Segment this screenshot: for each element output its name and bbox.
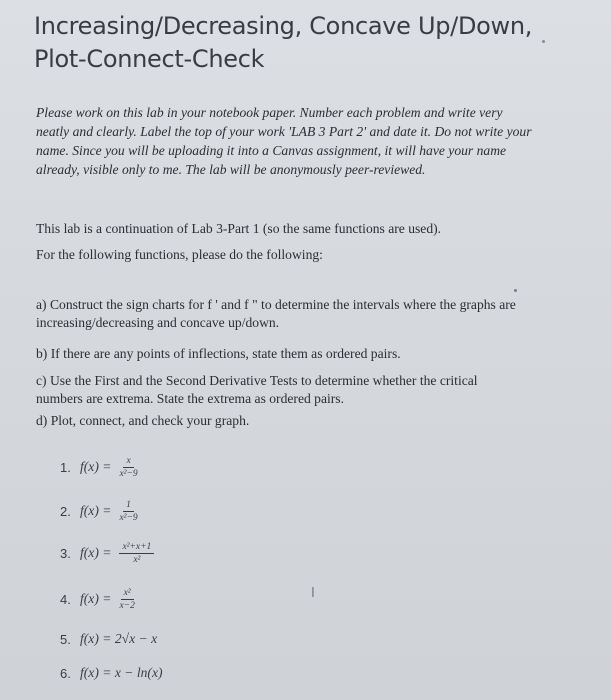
title-line-1: Increasing/Decreasing, Concave Up/Down, xyxy=(34,12,533,40)
task-b-text: b) If there are any points of inflections, state them as ordered pairs. xyxy=(36,346,401,361)
instruction-text: For the following functions, please do the following: xyxy=(36,247,323,262)
function-5 xyxy=(60,624,157,654)
intro-line-4: already, visible only to me. The lab will be anonymously peer-reviewed. xyxy=(36,162,426,177)
function-number: 1. xyxy=(60,459,71,475)
text-cursor-icon: I xyxy=(311,586,315,601)
task-a xyxy=(36,296,606,332)
task-b xyxy=(36,345,606,363)
task-c-line-2: numbers are extrema. State the extrema as ordered pairs. xyxy=(36,391,344,406)
intro-line-2: neatly and clearly. Label the top of your work 'LAB 3 Part 2' and date it. Do not write your xyxy=(36,124,532,139)
function-lhs: f(x) = xyxy=(80,591,112,606)
function-expression: f(x) = 2√x − x xyxy=(80,631,158,646)
function-lhs: f(x) = xyxy=(80,503,112,518)
fraction-numerator: 1 xyxy=(123,500,134,512)
fraction-denominator: x²−9 xyxy=(119,512,138,523)
task-a-line-2: increasing/decreasing and concave up/down. xyxy=(36,315,280,330)
function-2 xyxy=(60,496,138,526)
function-4 xyxy=(60,584,135,614)
fraction xyxy=(119,456,137,479)
function-6 xyxy=(60,658,163,688)
fraction-numerator: x xyxy=(123,456,133,468)
function-3 xyxy=(60,538,154,568)
speck-mark xyxy=(514,289,517,292)
task-c-line-1: c) Use the First and the Second Derivative Tests to determine whether the critical xyxy=(36,373,478,388)
fraction-denominator: x−2 xyxy=(119,600,135,611)
task-c xyxy=(36,372,606,408)
continuation-note: This lab is a continuation of Lab 3-Part 1 (so the same functions are used). xyxy=(36,221,442,236)
function-number: 5. xyxy=(60,631,71,647)
intro-line-3: name. Since you will be uploading it into a Canvas assignment, it will have your name xyxy=(36,143,507,158)
function-number: 6. xyxy=(60,665,71,681)
function-1 xyxy=(60,452,138,482)
page-title xyxy=(34,10,594,76)
task-a-line-1: a) Construct the sign charts for f ' and f " to determine the intervals where the graphs are xyxy=(36,297,516,312)
speck-mark xyxy=(542,40,545,43)
task-d xyxy=(36,412,606,430)
function-lhs: f(x) = xyxy=(80,545,112,560)
function-lhs: f(x) = xyxy=(80,459,112,474)
fraction xyxy=(119,542,154,565)
function-number: 4. xyxy=(60,591,71,607)
fraction-denominator: x²−9 xyxy=(119,468,138,479)
fraction xyxy=(119,588,134,611)
task-d-text: d) Plot, connect, and check your graph. xyxy=(36,413,250,428)
function-number: 2. xyxy=(60,503,71,519)
function-expression: f(x) = x − ln(x) xyxy=(80,665,163,680)
intro-line-1: Please work on this lab in your notebook paper. Number each problem and write very xyxy=(36,105,503,120)
function-number: 3. xyxy=(60,545,71,561)
fraction-denominator: x² xyxy=(133,554,141,565)
fraction-numerator: x²+x+1 xyxy=(119,542,154,554)
title-line-2: Plot-Connect-Check xyxy=(34,45,265,73)
fraction xyxy=(119,500,137,523)
fraction-numerator: x² xyxy=(121,588,134,600)
intro-paragraph xyxy=(36,103,606,179)
